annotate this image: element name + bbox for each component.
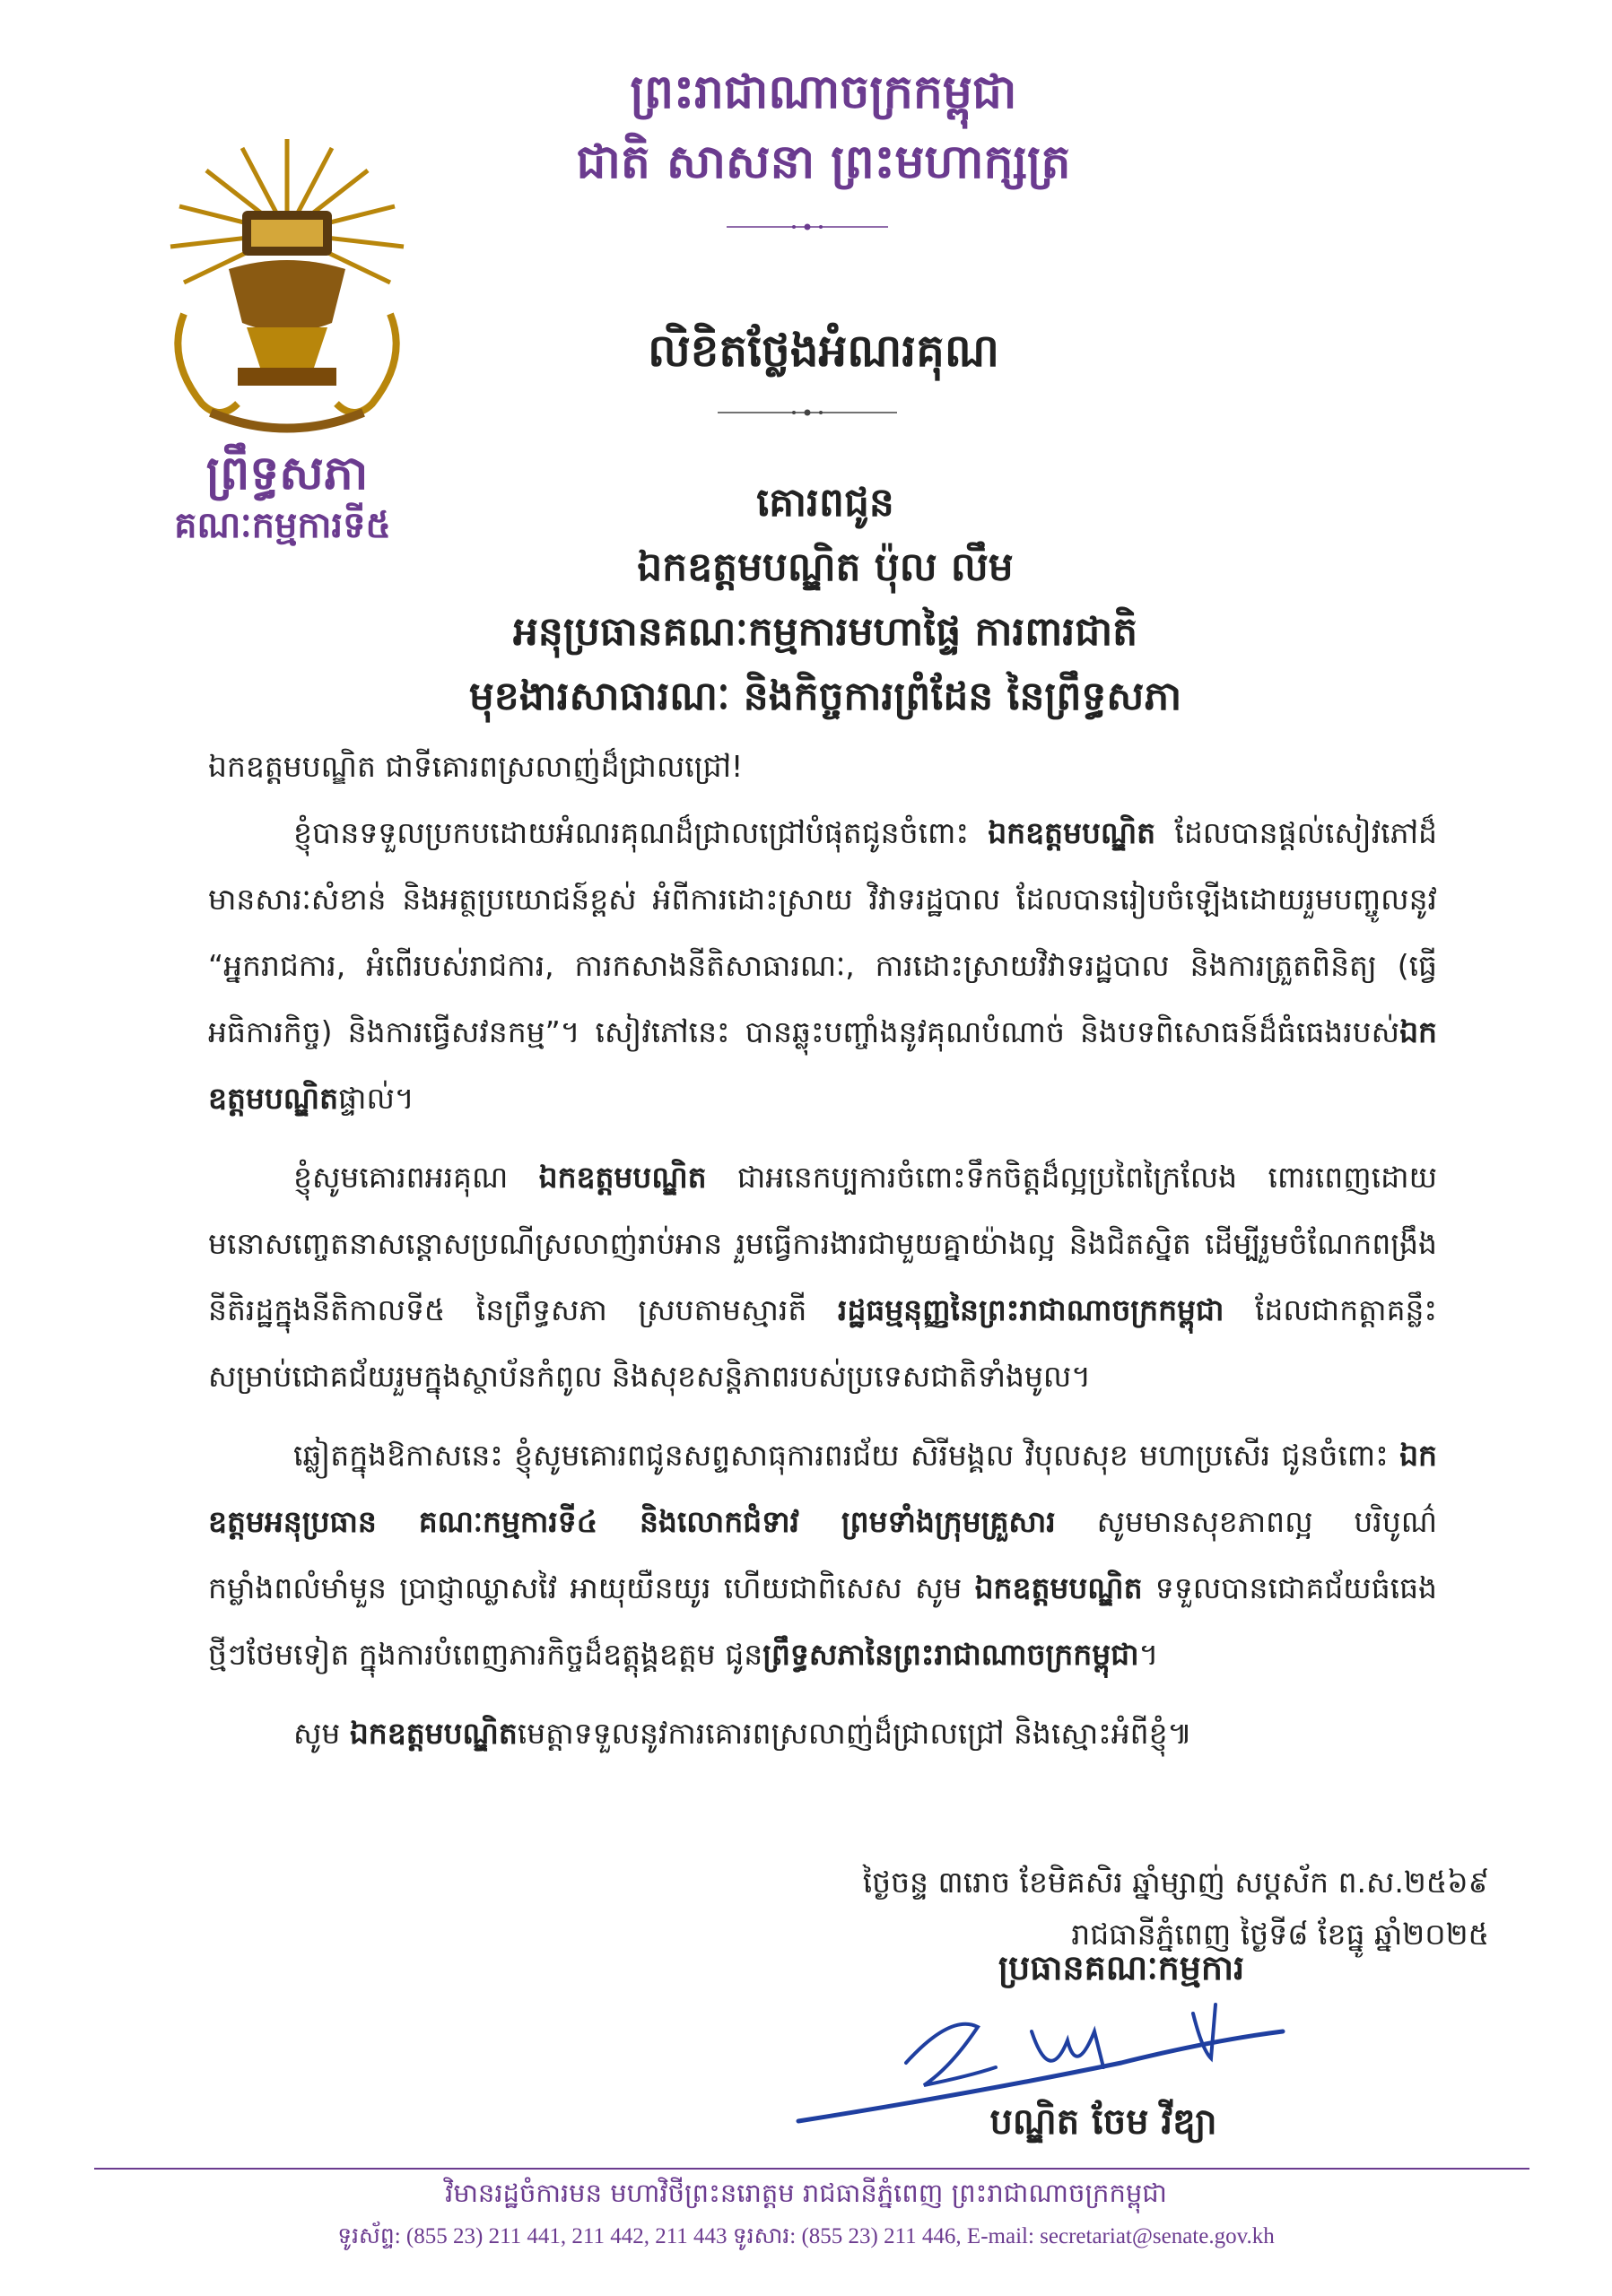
commission-label: គណៈកម្មការទី៥	[174, 505, 391, 546]
paragraph-3: ឆ្លៀតក្នុងឱកាសនេះ ខ្ញុំសូមគោរពជូនសព្ទសាធុការពរជ័យ សិរីមង្គល វិបុលសុខ មហាប្រសើរ ជូនចំពោះ ឯកឧត្តមអនុប្រធាន គណៈកម្មការទី៤ និងលោកជំទាវ ព្រមទាំងក្រុមគ្រួសារ សូមមានសុខភាពល្អ បរិបូណ៌ កម្លាំងពលំមាំមួន ប្រាជ្ញាឈ្លាសវៃ អាយុយឺនយូរ ហើយជាពិសេស សូម ឯកឧត្តមបណ្ឌិត ទទួលបានជោគជ័យធំធេងថ្មីៗថែមទៀត ក្នុងការបំពេញភារកិច្ចដ៏ឧត្តុង្គឧត្តម ជូនព្រឹទ្ធសភានៃព្រះរាជាណាចក្រកម្ពុជា។	[208, 1438, 1438, 1672]
senate-emblem-icon	[157, 135, 417, 439]
addressee-name: ឯកឧត្តមបណ្ឌិត ប៉ុល លឹម	[637, 544, 1014, 590]
signatory-title: ប្រធានគណៈកម្មការ	[998, 1948, 1245, 1987]
kingdom-title: ព្រះរាជាណាចក្រកម្ពុជា	[630, 65, 1017, 119]
letter-title: លិខិតថ្លែងអំណរគុណ	[648, 325, 999, 377]
salutation: ឯកឧត្តមបណ្ឌិត ជាទីគោរពស្រលាញ់ដ៏ជ្រាលជ្រៅ!	[208, 749, 744, 784]
lunar-date: ថ្ងៃចន្ទ ៣រោច ខែមិគសិរ ឆ្នាំម្សាញ់ សប្តស័ក ព.ស.២៥៦៩	[862, 1865, 1489, 1900]
footer-divider	[94, 2168, 1529, 2170]
letter-body	[208, 734, 1437, 1767]
footer-contact: ទូរស័ព្ទ: (855 23) 211 441, 211 442, 211 443 ទូរសារ: (855 23) 211 446, E-mail: secretariat@senate.gov.kh	[337, 2224, 1275, 2248]
senate-label: ព្រឹទ្ធសភា	[205, 447, 369, 500]
addressee-position-2: មុខងារសាធារណៈ និងកិច្ចការព្រំដែន នៃព្រឹទ្ធសភា	[468, 674, 1182, 719]
ornament-divider	[718, 408, 897, 417]
paragraph-1: ខ្ញុំបានទទួលប្រកបដោយអំណរគុណដ៏ជ្រាលជ្រៅបំផុតជូនចំពោះ ឯកឧត្តមបណ្ឌិត ដែលបានផ្ដល់សៀវភៅដ៏មានសារៈសំខាន់ និងអត្ថប្រយោជន៍ខ្ពស់ អំពីការដោះស្រាយ វិវាទរដ្ឋបាល ដែលបានរៀបចំឡើងដោយរួមបញ្ចូលនូវ “អ្នករាជការ, អំពើរបស់រាជការ, ការកសាងនីតិសាធារណៈ, ការដោះស្រាយវិវាទរដ្ឋបាល និងការត្រួតពិនិត្យ (ធ្វើអធិការកិច្ច) និងការធ្វើសវនកម្ម”។ សៀវភៅនេះ បានឆ្លុះបញ្ចាំងនូវគុណបំណាច់ និងបទពិសោធន៍ដ៏ធំធេងរបស់ឯកឧត្តមបណ្ឌិតផ្ទាល់។	[208, 815, 1437, 1116]
date-block	[700, 1857, 1489, 1961]
paragraph-closing: សូម ឯកឧត្តមបណ្ឌិតមេត្តាទទួលនូវការគោរពស្រលាញ់ដ៏ជ្រាលជ្រៅ និងស្មោះអំពីខ្ញុំ៕	[293, 1716, 1192, 1751]
addressee-block	[269, 471, 1381, 729]
ornament-divider	[727, 222, 888, 231]
addressee-position-1: អនុប្រធានគណៈកម្មការមហាផ្ទៃ ការពារជាតិ	[512, 609, 1138, 655]
footer-address: វិមានរដ្ឋចំការមន មហាវិថីព្រះនរោត្តម រាជធានីភ្នំពេញ ព្រះរាជាណាចក្រកម្ពុជា	[445, 2178, 1167, 2208]
national-motto: ជាតិ សាសនា ព្រះមហាក្សត្រ	[576, 135, 1071, 189]
paragraph-2: ខ្ញុំសូមគោរពអរគុណ ឯកឧត្តមបណ្ឌិត ជាអនេកប្បការចំពោះទឹកចិត្តដ៏ល្អប្រពៃក្រៃលែង ពោរពេញដោយមនោសញ្ចេតនាសន្តោសប្រណីស្រលាញ់រាប់អាន រួមធ្វើការងារជាមួយគ្នាយ៉ាងល្អ និងជិតស្និត ដើម្បីរួមចំណែកពង្រឹងនីតិរដ្ឋក្នុងនីតិកាលទី៥ នៃព្រឹទ្ធសភា ស្របតាមស្មារតី រដ្ឋធម្មនុញ្ញនៃព្រះរាជាណាចក្រកម្ពុជា ដែលជាកត្តាគន្លឹះ សម្រាប់ជោគជ័យរួមក្នុងស្ថាប័នកំពូល និងសុខសន្តិភាពរបស់ប្រទេសជាតិទាំងមូល។	[208, 1160, 1437, 1394]
solar-date: រាជធានីភ្នំពេញ ថ្ងៃទី៨ ខែធ្នូ ឆ្នាំ២០២៥	[1071, 1917, 1489, 1952]
signer-name: បណ្ឌិត ចែម វីឌ្យា	[989, 2101, 1217, 2143]
addressee-to: គោរពជូន	[756, 480, 894, 526]
